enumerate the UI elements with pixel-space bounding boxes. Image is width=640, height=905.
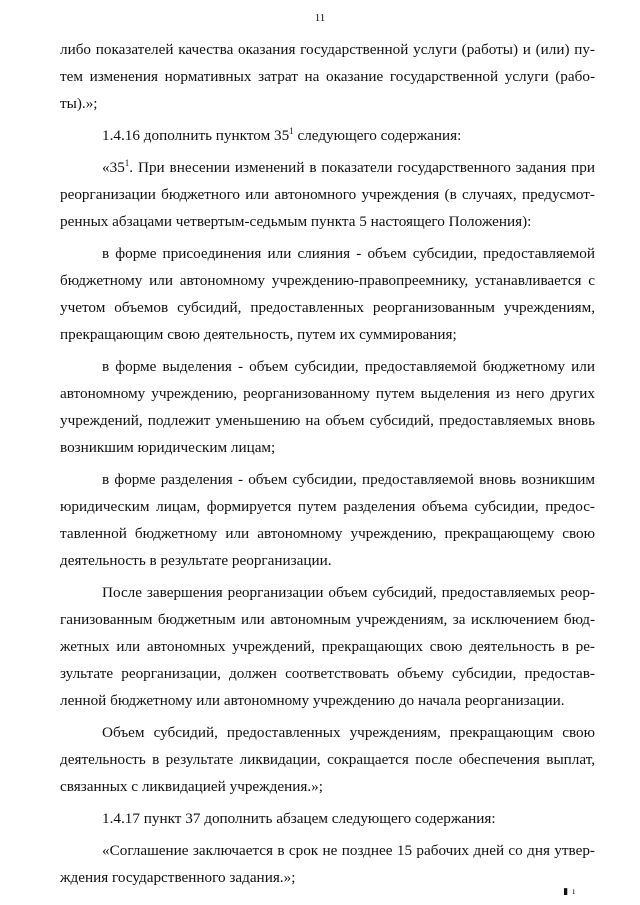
scan-mark: ▮ ı <box>563 886 576 896</box>
paragraph-merger: в форме присоединения или слияния - объем субсидии, предоставляемой бюджетному или автономному учреждению-правопреемнику, устанавливается с учетом объемов субсидий, предоставленных реорганизованным учреждениям, прекращающим свою деятельность, путем их суммирования; <box>60 245 595 343</box>
paragraph-text: «35 <box>102 159 125 176</box>
page-number: 11 <box>314 12 326 24</box>
paragraph-division: в форме разделения - объем субсидии, предоставляемой вновь возникшим юридическим лицам, формируется путем разделения объема субсидии, предос- тавленной бюджетному или автономному учреждению, прекращающему свою деятельность в результате реорганизации. <box>60 471 595 569</box>
paragraph-continuation: либо показателей качества оказания государственной услуги (работы) и (или) пу- тем изменения нормативных затрат на оказание государственной услуги (рабо- ты).»; <box>60 41 595 112</box>
superscript: 1 <box>124 157 130 168</box>
paragraph-amendment-1-4-16 <box>60 122 595 149</box>
document-body <box>60 36 595 891</box>
paragraph-point-35-1 <box>60 154 595 235</box>
paragraph-text: следующего содержания: <box>293 127 462 144</box>
paragraph-liquidation: Объем субсидий, предоставленных учреждениям, прекращающим свою деятельность в результате ликвидации, сокращается после обеспечения выплат, связанных с ликвидацией учреждения.»; <box>60 724 595 795</box>
paragraph-spin-off: в форме выделения - объем субсидии, предоставляемой бюджетному или автономному учреждению, реорганизованному путем выделения из него других учреждений, подлежит уменьшению на объем субсидий, предоставляемых вновь возникшим юридическим лицам; <box>60 358 595 456</box>
paragraph-amendment-1-4-17: 1.4.17 пункт 37 дополнить абзацем следующего содержания: <box>102 810 496 827</box>
paragraph-agreement: «Соглашение заключается в срок не позднее 15 рабочих дней со дня утвер- ждения государственного задания.»; <box>60 842 595 886</box>
paragraph-text: 1.4.16 дополнить пунктом 35 <box>102 127 290 144</box>
paragraph-text: . При внесении изменений в показатели государственного задания при реорганизации бюджетного или автономного учреждения (в случаях, предусмот- ренных абзацами четвертым-седьмым пункта 5 настоящего Положения): <box>60 159 595 230</box>
paragraph-after-reorganization: После завершения реорганизации объем субсидий, предоставляемых реор- ганизованным бюджетным или автономным учреждениям, за исключением бюд- жетных или автономных учреждений, прекращающих свою деятельность в ре- зультате реорганизации, должен соответствовать объему субсидии, предостав- ленной бюджетному или автономному учреждению до начала реорганизации. <box>60 584 595 709</box>
superscript: 1 <box>289 125 294 136</box>
